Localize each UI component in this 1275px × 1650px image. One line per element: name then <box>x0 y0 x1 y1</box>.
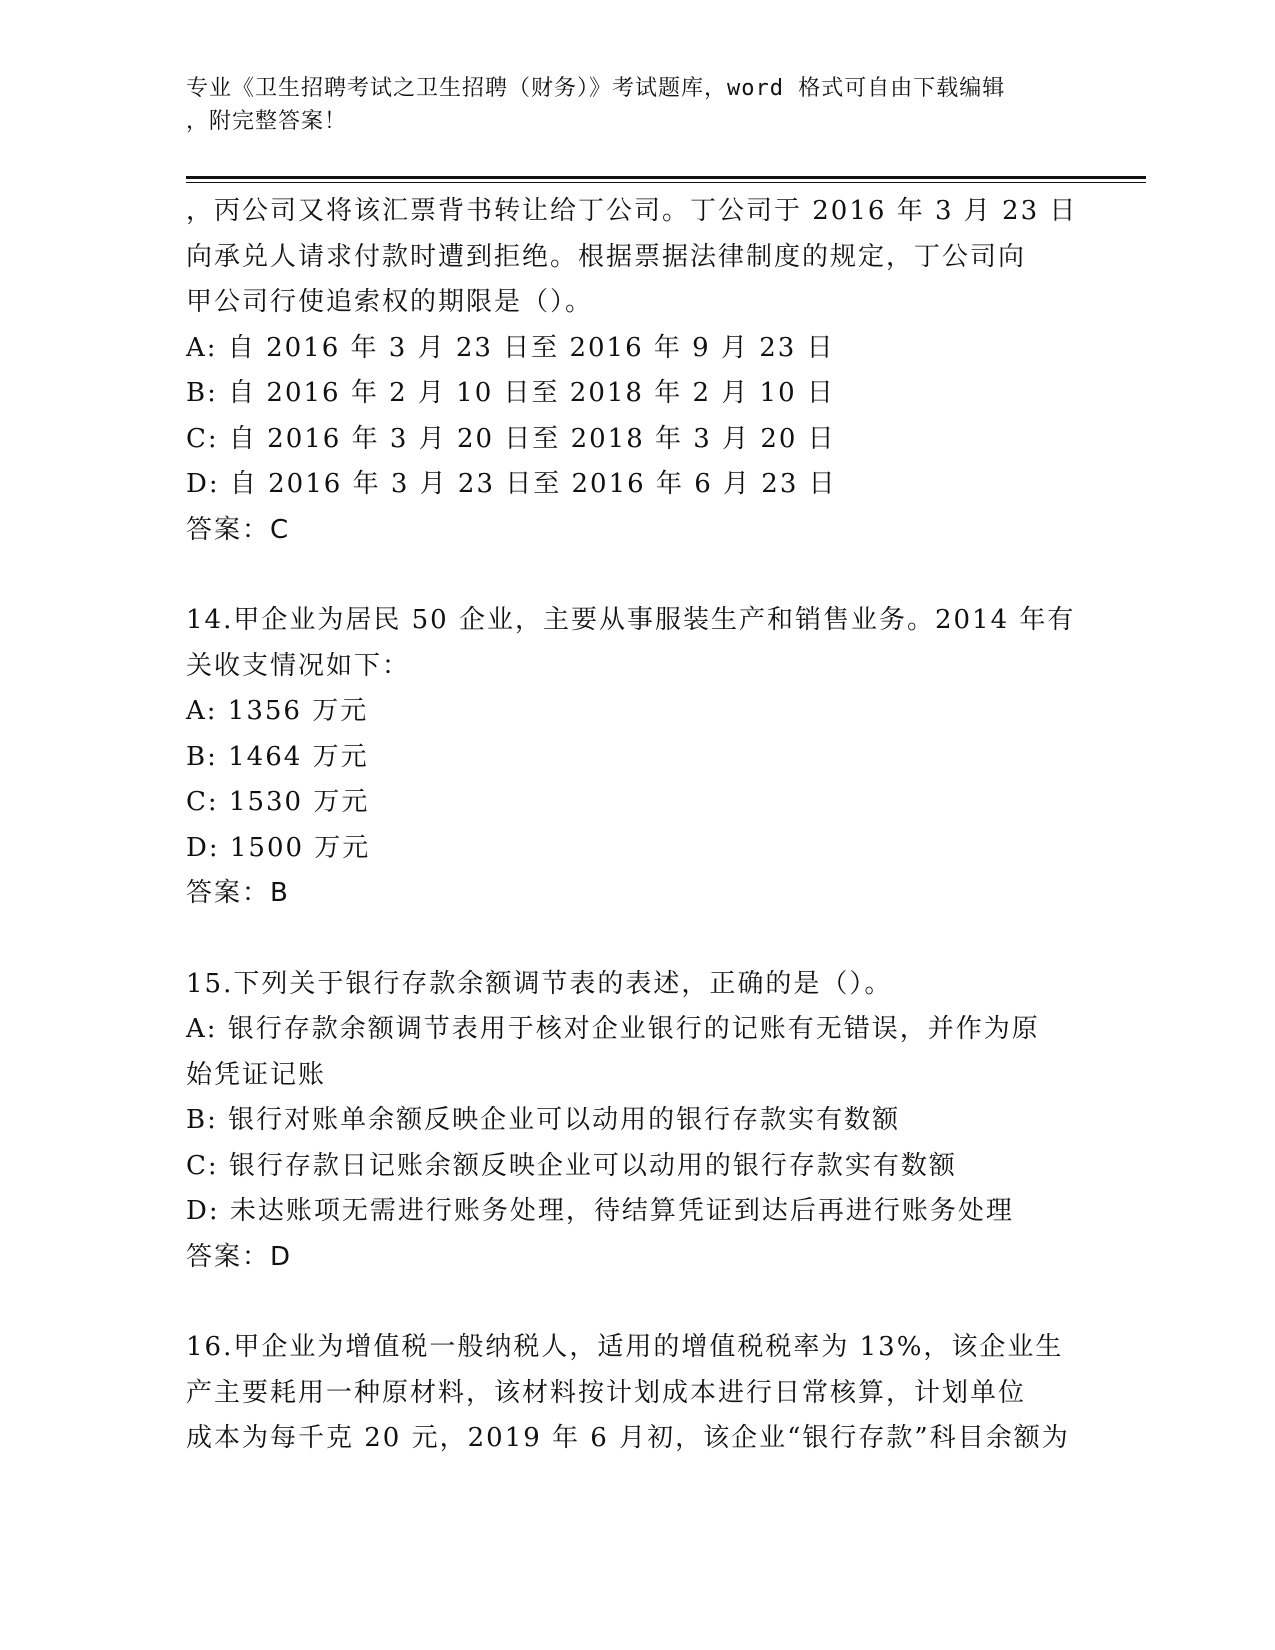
option-a: A: 1356 万元 <box>186 696 369 726</box>
option-b: B: 自 2016 年 2 月 10 日至 2018 年 2 月 10 日 <box>186 378 835 408</box>
exam-content <box>186 189 1086 1462</box>
option-b: B: 1464 万元 <box>186 741 369 772</box>
header-line-2: ，附完整答案！ <box>186 109 348 134</box>
option-c: C: 银行存款日记账余额反映企业可以动用的银行存款实有数额 <box>186 1150 957 1181</box>
question-stem-line: 15.下列关于银行存款余额调节表的表述，正确的是（）。 <box>186 968 893 999</box>
question-stem-line: 16.甲企业为增值税一般纳税人，适用的增值税税率为 13%，该企业生 <box>186 1332 1064 1362</box>
answer-label: 答案：C <box>186 514 291 545</box>
question-stem-line: 成本为每千克 20 元，2019 年 6 月初，该企业“银行存款”科目余额为 <box>186 1423 1070 1453</box>
header-line-1: 专业《卫生招聘考试之卫生招聘（财务）》考试题库，word 格式可自由下载编辑 <box>186 76 1006 101</box>
question-stem-line: 向承兑人请求付款时遭到拒绝。根据票据法律制度的规定，丁公司向 <box>186 241 1027 272</box>
option-c: C: 自 2016 年 3 月 20 日至 2018 年 3 月 20 日 <box>186 423 836 454</box>
question-stem-line: 产主要耗用一种原材料，该材料按计划成本进行日常核算，计划单位 <box>186 1377 1027 1408</box>
header-divider-thick <box>186 176 1146 179</box>
option-a: A: 自 2016 年 3 月 23 日至 2016 年 9 月 23 日 <box>186 332 835 363</box>
option-d: D: 自 2016 年 3 月 23 日至 2016 年 6 月 23 日 <box>186 469 837 499</box>
question-stem-line: 关收支情况如下： <box>186 650 411 681</box>
document-header <box>186 72 1066 138</box>
question-stem-line: ，丙公司又将该汇票背书转让给丁公司。丁公司于 2016 年 3 月 23 日 <box>186 196 1078 226</box>
option-a: A: 银行存款余额调节表用于核对企业银行的记账有无错误，并作为原 <box>186 1014 1040 1044</box>
question-spacer <box>186 917 1086 962</box>
answer-label: 答案：B <box>186 878 290 908</box>
option-b: B: 银行对账单余额反映企业可以动用的银行存款实有数额 <box>186 1105 901 1135</box>
option-d: D: 未达账项无需进行账务处理，待结算凭证到达后再进行账务处理 <box>186 1196 1014 1226</box>
question-spacer <box>186 553 1086 598</box>
header-divider-thin <box>186 182 1146 183</box>
option-d: D: 1500 万元 <box>186 832 371 863</box>
answer-label: 答案：D <box>186 1241 293 1272</box>
question-14 <box>186 598 1086 917</box>
question-stem-line: 甲公司行使追索权的期限是（）。 <box>186 287 594 317</box>
question-13 <box>186 189 1086 553</box>
question-stem-line: 14.甲企业为居民 50 企业，主要从事服装生产和销售业务。2014 年有 <box>186 605 1076 635</box>
question-16 <box>186 1325 1086 1462</box>
question-spacer <box>186 1280 1086 1325</box>
option-a-continuation: 始凭证记账 <box>186 1059 327 1090</box>
option-c: C: 1530 万元 <box>186 787 370 817</box>
question-15 <box>186 962 1086 1281</box>
